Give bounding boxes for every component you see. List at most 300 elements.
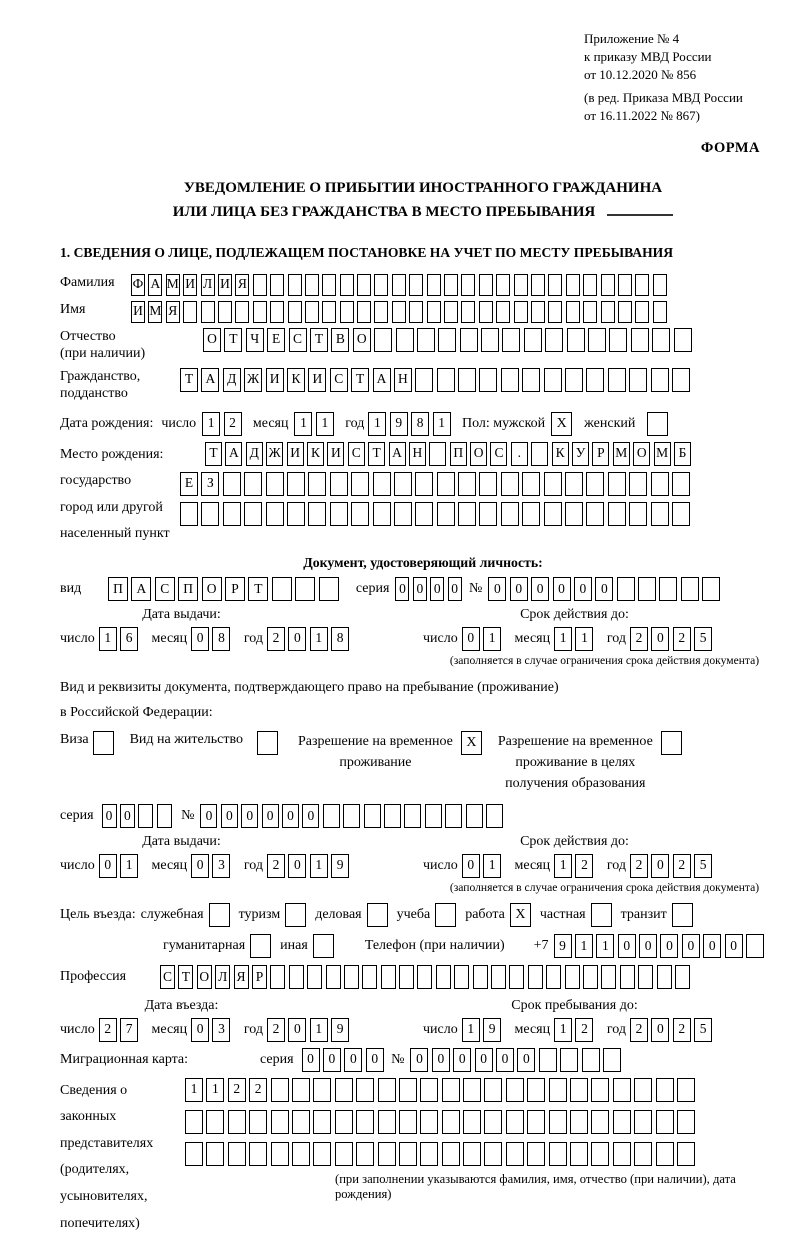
- char-box[interactable]: 0: [344, 1048, 362, 1072]
- char-box[interactable]: [463, 1142, 481, 1166]
- char-box[interactable]: [631, 328, 649, 352]
- char-box[interactable]: 2: [673, 1018, 691, 1042]
- char-box[interactable]: [484, 1110, 502, 1134]
- char-box[interactable]: [409, 274, 423, 296]
- char-box[interactable]: [486, 804, 503, 828]
- char-box[interactable]: [528, 965, 543, 989]
- visa-checkbox[interactable]: [93, 731, 114, 755]
- char-box[interactable]: 2: [575, 1018, 593, 1042]
- char-box[interactable]: [356, 1078, 374, 1102]
- char-box[interactable]: [565, 965, 580, 989]
- char-box[interactable]: [501, 502, 519, 526]
- char-box[interactable]: 0: [102, 804, 117, 828]
- char-box[interactable]: [308, 502, 326, 526]
- char-box[interactable]: [335, 1078, 353, 1102]
- char-box[interactable]: [287, 472, 305, 496]
- char-box[interactable]: [444, 301, 458, 323]
- char-box[interactable]: 0: [395, 577, 409, 601]
- char-box[interactable]: 0: [191, 627, 209, 651]
- char-box[interactable]: 0: [430, 577, 444, 601]
- char-box[interactable]: [351, 502, 369, 526]
- char-box[interactable]: [271, 1142, 289, 1166]
- char-box[interactable]: О: [470, 442, 487, 466]
- char-box[interactable]: [378, 1078, 396, 1102]
- char-box[interactable]: Т: [224, 328, 242, 352]
- char-box[interactable]: К: [307, 442, 324, 466]
- char-box[interactable]: 2: [673, 854, 691, 878]
- char-box[interactable]: М: [148, 301, 162, 323]
- char-box[interactable]: 0: [99, 854, 117, 878]
- char-box[interactable]: [420, 1110, 438, 1134]
- char-box[interactable]: 2: [224, 412, 242, 436]
- char-box[interactable]: 2: [267, 627, 285, 651]
- char-box[interactable]: 0: [725, 934, 743, 958]
- char-box[interactable]: [565, 368, 583, 392]
- char-box[interactable]: [308, 472, 326, 496]
- char-box[interactable]: [288, 274, 302, 296]
- char-box[interactable]: 5: [694, 854, 712, 878]
- char-box[interactable]: [330, 502, 348, 526]
- char-box[interactable]: [672, 368, 690, 392]
- char-box[interactable]: О: [203, 328, 221, 352]
- char-box[interactable]: К: [287, 368, 305, 392]
- char-box[interactable]: [586, 502, 604, 526]
- char-box[interactable]: [427, 301, 441, 323]
- char-box[interactable]: [228, 1110, 246, 1134]
- char-box[interactable]: 1: [206, 1078, 224, 1102]
- char-box[interactable]: [570, 1110, 588, 1134]
- char-box[interactable]: А: [148, 274, 162, 296]
- char-box[interactable]: [544, 368, 562, 392]
- char-box[interactable]: [249, 1110, 267, 1134]
- char-box[interactable]: [608, 472, 626, 496]
- char-box[interactable]: А: [389, 442, 406, 466]
- char-box[interactable]: [618, 274, 632, 296]
- char-box[interactable]: [635, 274, 649, 296]
- char-box[interactable]: 1: [554, 854, 572, 878]
- char-box[interactable]: [185, 1142, 203, 1166]
- char-box[interactable]: 1: [310, 854, 328, 878]
- char-box[interactable]: Ф: [131, 274, 145, 296]
- char-box[interactable]: [270, 301, 284, 323]
- char-box[interactable]: 1: [554, 627, 572, 651]
- char-box[interactable]: [415, 368, 433, 392]
- char-box[interactable]: [653, 301, 667, 323]
- char-box[interactable]: [514, 301, 528, 323]
- char-box[interactable]: [583, 274, 597, 296]
- char-box[interactable]: [549, 1110, 567, 1134]
- char-box[interactable]: [399, 1142, 417, 1166]
- char-box[interactable]: [313, 1110, 331, 1134]
- char-box[interactable]: 0: [288, 1018, 306, 1042]
- char-box[interactable]: [484, 1078, 502, 1102]
- char-box[interactable]: [271, 1078, 289, 1102]
- purpose-tourism-checkbox[interactable]: [285, 903, 306, 927]
- char-box[interactable]: Я: [234, 965, 249, 989]
- char-box[interactable]: [629, 502, 647, 526]
- char-box[interactable]: 0: [288, 854, 306, 878]
- char-box[interactable]: 1: [294, 412, 312, 436]
- char-box[interactable]: [394, 502, 412, 526]
- char-box[interactable]: [305, 301, 319, 323]
- char-box[interactable]: [677, 1110, 695, 1134]
- char-box[interactable]: 0: [323, 1048, 341, 1072]
- char-box[interactable]: [384, 804, 401, 828]
- title-blank-line[interactable]: [607, 200, 673, 216]
- char-box[interactable]: М: [613, 442, 630, 466]
- char-box[interactable]: 2: [99, 1018, 117, 1042]
- char-box[interactable]: [635, 301, 649, 323]
- char-box[interactable]: [539, 1048, 557, 1072]
- char-box[interactable]: [544, 502, 562, 526]
- char-box[interactable]: [652, 328, 670, 352]
- char-box[interactable]: С: [289, 328, 307, 352]
- purpose-study-checkbox[interactable]: [435, 903, 456, 927]
- char-box[interactable]: [613, 1078, 631, 1102]
- char-box[interactable]: [378, 1110, 396, 1134]
- char-box[interactable]: [253, 301, 267, 323]
- char-box[interactable]: 2: [673, 627, 691, 651]
- char-box[interactable]: [522, 368, 540, 392]
- char-box[interactable]: [506, 1142, 524, 1166]
- char-box[interactable]: [672, 502, 690, 526]
- char-box[interactable]: [651, 368, 669, 392]
- char-box[interactable]: И: [287, 442, 304, 466]
- char-box[interactable]: [527, 1142, 545, 1166]
- char-box[interactable]: [228, 1142, 246, 1166]
- char-box[interactable]: К: [552, 442, 569, 466]
- char-box[interactable]: [322, 274, 336, 296]
- char-box[interactable]: [420, 1142, 438, 1166]
- char-box[interactable]: 0: [651, 627, 669, 651]
- char-box[interactable]: 0: [682, 934, 700, 958]
- char-box[interactable]: [344, 965, 359, 989]
- char-box[interactable]: 0: [639, 934, 657, 958]
- char-box[interactable]: 0: [553, 577, 571, 601]
- char-box[interactable]: [378, 1142, 396, 1166]
- char-box[interactable]: [634, 1078, 652, 1102]
- char-box[interactable]: 0: [200, 804, 217, 828]
- char-box[interactable]: [651, 472, 669, 496]
- char-box[interactable]: 0: [453, 1048, 471, 1072]
- char-box[interactable]: 0: [302, 1048, 320, 1072]
- char-box[interactable]: [357, 301, 371, 323]
- char-box[interactable]: [524, 328, 542, 352]
- char-box[interactable]: [531, 301, 545, 323]
- char-box[interactable]: 0: [703, 934, 721, 958]
- char-box[interactable]: Т: [178, 965, 193, 989]
- char-box[interactable]: [322, 301, 336, 323]
- char-box[interactable]: 0: [618, 934, 636, 958]
- char-box[interactable]: 9: [483, 1018, 501, 1042]
- char-box[interactable]: [545, 328, 563, 352]
- char-box[interactable]: [244, 502, 262, 526]
- char-box[interactable]: 2: [228, 1078, 246, 1102]
- char-box[interactable]: [514, 274, 528, 296]
- char-box[interactable]: П: [450, 442, 467, 466]
- char-box[interactable]: О: [197, 965, 212, 989]
- char-box[interactable]: Д: [246, 442, 263, 466]
- char-box[interactable]: Н: [409, 442, 426, 466]
- char-box[interactable]: [588, 328, 606, 352]
- char-box[interactable]: 1: [310, 1018, 328, 1042]
- char-box[interactable]: [362, 965, 377, 989]
- purpose-business-checkbox[interactable]: [367, 903, 388, 927]
- char-box[interactable]: [415, 472, 433, 496]
- char-box[interactable]: [351, 472, 369, 496]
- char-box[interactable]: И: [308, 368, 326, 392]
- char-box[interactable]: 8: [411, 412, 429, 436]
- char-box[interactable]: 0: [191, 1018, 209, 1042]
- char-box[interactable]: 0: [241, 804, 258, 828]
- char-box[interactable]: 0: [448, 577, 462, 601]
- char-box[interactable]: 8: [331, 627, 349, 651]
- char-box[interactable]: [496, 274, 510, 296]
- char-box[interactable]: С: [155, 577, 175, 601]
- char-box[interactable]: 0: [462, 854, 480, 878]
- char-box[interactable]: [442, 1078, 460, 1102]
- char-box[interactable]: [292, 1078, 310, 1102]
- char-box[interactable]: [223, 502, 241, 526]
- char-box[interactable]: .: [511, 442, 528, 466]
- char-box[interactable]: М: [166, 274, 180, 296]
- char-box[interactable]: [454, 965, 469, 989]
- char-box[interactable]: У: [572, 442, 589, 466]
- purpose-transit-checkbox[interactable]: [672, 903, 693, 927]
- char-box[interactable]: [463, 1078, 481, 1102]
- char-box[interactable]: 1: [483, 627, 501, 651]
- char-box[interactable]: [330, 472, 348, 496]
- char-box[interactable]: [583, 965, 598, 989]
- char-box[interactable]: [271, 1110, 289, 1134]
- char-box[interactable]: [381, 965, 396, 989]
- char-box[interactable]: 1: [99, 627, 117, 651]
- char-box[interactable]: И: [266, 368, 284, 392]
- char-box[interactable]: И: [218, 274, 232, 296]
- char-box[interactable]: А: [225, 442, 242, 466]
- char-box[interactable]: [506, 1078, 524, 1102]
- char-box[interactable]: [445, 804, 462, 828]
- char-box[interactable]: [657, 965, 672, 989]
- char-box[interactable]: Т: [205, 442, 222, 466]
- char-box[interactable]: [399, 1110, 417, 1134]
- char-box[interactable]: [183, 301, 197, 323]
- char-box[interactable]: 2: [630, 1018, 648, 1042]
- char-box[interactable]: 1: [316, 412, 334, 436]
- char-box[interactable]: 1: [202, 412, 220, 436]
- char-box[interactable]: Ч: [246, 328, 264, 352]
- char-box[interactable]: А: [131, 577, 151, 601]
- char-box[interactable]: Д: [223, 368, 241, 392]
- char-box[interactable]: [429, 442, 446, 466]
- char-box[interactable]: 2: [630, 627, 648, 651]
- char-box[interactable]: [591, 1142, 609, 1166]
- char-box[interactable]: [656, 1078, 674, 1102]
- char-box[interactable]: [677, 1142, 695, 1166]
- char-box[interactable]: [185, 1110, 203, 1134]
- char-box[interactable]: 0: [651, 1018, 669, 1042]
- char-box[interactable]: 0: [496, 1048, 514, 1072]
- char-box[interactable]: 1: [462, 1018, 480, 1042]
- char-box[interactable]: [206, 1142, 224, 1166]
- char-box[interactable]: [272, 577, 292, 601]
- char-box[interactable]: С: [160, 965, 175, 989]
- char-box[interactable]: 2: [249, 1078, 267, 1102]
- char-box[interactable]: [404, 804, 421, 828]
- char-box[interactable]: [570, 1142, 588, 1166]
- char-box[interactable]: 1: [433, 412, 451, 436]
- char-box[interactable]: 0: [302, 804, 319, 828]
- char-box[interactable]: Т: [310, 328, 328, 352]
- char-box[interactable]: 3: [212, 854, 230, 878]
- char-box[interactable]: [522, 502, 540, 526]
- char-box[interactable]: [295, 577, 315, 601]
- char-box[interactable]: [313, 1142, 331, 1166]
- char-box[interactable]: Л: [215, 965, 230, 989]
- char-box[interactable]: 0: [531, 577, 549, 601]
- char-box[interactable]: [479, 368, 497, 392]
- char-box[interactable]: [601, 965, 616, 989]
- char-box[interactable]: [201, 301, 215, 323]
- char-box[interactable]: [583, 301, 597, 323]
- char-box[interactable]: [223, 472, 241, 496]
- char-box[interactable]: [527, 1110, 545, 1134]
- char-box[interactable]: Т: [368, 442, 385, 466]
- char-box[interactable]: [629, 368, 647, 392]
- char-box[interactable]: [675, 965, 690, 989]
- char-box[interactable]: [460, 328, 478, 352]
- purpose-private-checkbox[interactable]: [591, 903, 612, 927]
- char-box[interactable]: [501, 368, 519, 392]
- char-box[interactable]: 1: [596, 934, 614, 958]
- char-box[interactable]: Р: [252, 965, 267, 989]
- char-box[interactable]: [570, 1078, 588, 1102]
- char-box[interactable]: 0: [120, 804, 135, 828]
- char-box[interactable]: Н: [394, 368, 412, 392]
- char-box[interactable]: Ж: [244, 368, 262, 392]
- char-box[interactable]: [702, 577, 720, 601]
- char-box[interactable]: И: [131, 301, 145, 323]
- char-box[interactable]: [461, 274, 475, 296]
- char-box[interactable]: 0: [660, 934, 678, 958]
- char-box[interactable]: [399, 965, 414, 989]
- char-box[interactable]: [180, 502, 198, 526]
- char-box[interactable]: [484, 1142, 502, 1166]
- char-box[interactable]: [307, 965, 322, 989]
- char-box[interactable]: [479, 472, 497, 496]
- char-box[interactable]: 1: [185, 1078, 203, 1102]
- char-box[interactable]: [427, 274, 441, 296]
- char-box[interactable]: [437, 368, 455, 392]
- char-box[interactable]: [746, 934, 764, 958]
- char-box[interactable]: [458, 472, 476, 496]
- char-box[interactable]: [461, 301, 475, 323]
- char-box[interactable]: [634, 1142, 652, 1166]
- char-box[interactable]: [522, 472, 540, 496]
- char-box[interactable]: [566, 301, 580, 323]
- char-box[interactable]: [603, 1048, 621, 1072]
- char-box[interactable]: [677, 1078, 695, 1102]
- char-box[interactable]: [638, 965, 653, 989]
- char-box[interactable]: 7: [120, 1018, 138, 1042]
- char-box[interactable]: 0: [282, 804, 299, 828]
- char-box[interactable]: 0: [488, 577, 506, 601]
- purpose-official-checkbox[interactable]: [209, 903, 230, 927]
- char-box[interactable]: [479, 502, 497, 526]
- char-box[interactable]: 0: [462, 627, 480, 651]
- residence-permit-checkbox[interactable]: [257, 731, 278, 755]
- char-box[interactable]: [586, 368, 604, 392]
- char-box[interactable]: П: [108, 577, 128, 601]
- char-box[interactable]: [638, 577, 656, 601]
- char-box[interactable]: [548, 301, 562, 323]
- char-box[interactable]: [394, 472, 412, 496]
- char-box[interactable]: [335, 1142, 353, 1166]
- char-box[interactable]: [218, 301, 232, 323]
- char-box[interactable]: [496, 301, 510, 323]
- char-box[interactable]: 9: [390, 412, 408, 436]
- char-box[interactable]: Я: [166, 301, 180, 323]
- purpose-work-checkbox[interactable]: X: [510, 903, 531, 927]
- char-box[interactable]: [501, 472, 519, 496]
- char-box[interactable]: М: [654, 442, 671, 466]
- char-box[interactable]: [651, 502, 669, 526]
- char-box[interactable]: [292, 1142, 310, 1166]
- char-box[interactable]: [444, 274, 458, 296]
- char-box[interactable]: [417, 965, 432, 989]
- char-box[interactable]: 8: [212, 627, 230, 651]
- char-box[interactable]: [531, 442, 548, 466]
- char-box[interactable]: [591, 1110, 609, 1134]
- char-box[interactable]: [549, 1142, 567, 1166]
- char-box[interactable]: [506, 1110, 524, 1134]
- char-box[interactable]: [409, 301, 423, 323]
- char-box[interactable]: [374, 328, 392, 352]
- char-box[interactable]: [466, 804, 483, 828]
- gender-male-checkbox[interactable]: X: [551, 412, 572, 436]
- char-box[interactable]: [357, 274, 371, 296]
- char-box[interactable]: Е: [267, 328, 285, 352]
- char-box[interactable]: [244, 472, 262, 496]
- char-box[interactable]: [549, 1078, 567, 1102]
- char-box[interactable]: [582, 1048, 600, 1072]
- char-box[interactable]: 9: [331, 854, 349, 878]
- char-box[interactable]: С: [330, 368, 348, 392]
- char-box[interactable]: [634, 1110, 652, 1134]
- char-box[interactable]: [473, 965, 488, 989]
- char-box[interactable]: 0: [510, 577, 528, 601]
- char-box[interactable]: [548, 274, 562, 296]
- char-box[interactable]: [364, 804, 381, 828]
- char-box[interactable]: [629, 472, 647, 496]
- char-box[interactable]: [527, 1078, 545, 1102]
- char-box[interactable]: [343, 804, 360, 828]
- char-box[interactable]: [567, 328, 585, 352]
- char-box[interactable]: О: [353, 328, 371, 352]
- char-box[interactable]: 0: [595, 577, 613, 601]
- char-box[interactable]: [157, 804, 172, 828]
- char-box[interactable]: [437, 472, 455, 496]
- char-box[interactable]: Е: [180, 472, 198, 496]
- char-box[interactable]: О: [202, 577, 222, 601]
- char-box[interactable]: [479, 301, 493, 323]
- char-box[interactable]: [544, 472, 562, 496]
- char-box[interactable]: [392, 301, 406, 323]
- char-box[interactable]: [608, 502, 626, 526]
- char-box[interactable]: [323, 804, 340, 828]
- char-box[interactable]: 2: [575, 854, 593, 878]
- char-box[interactable]: [509, 965, 524, 989]
